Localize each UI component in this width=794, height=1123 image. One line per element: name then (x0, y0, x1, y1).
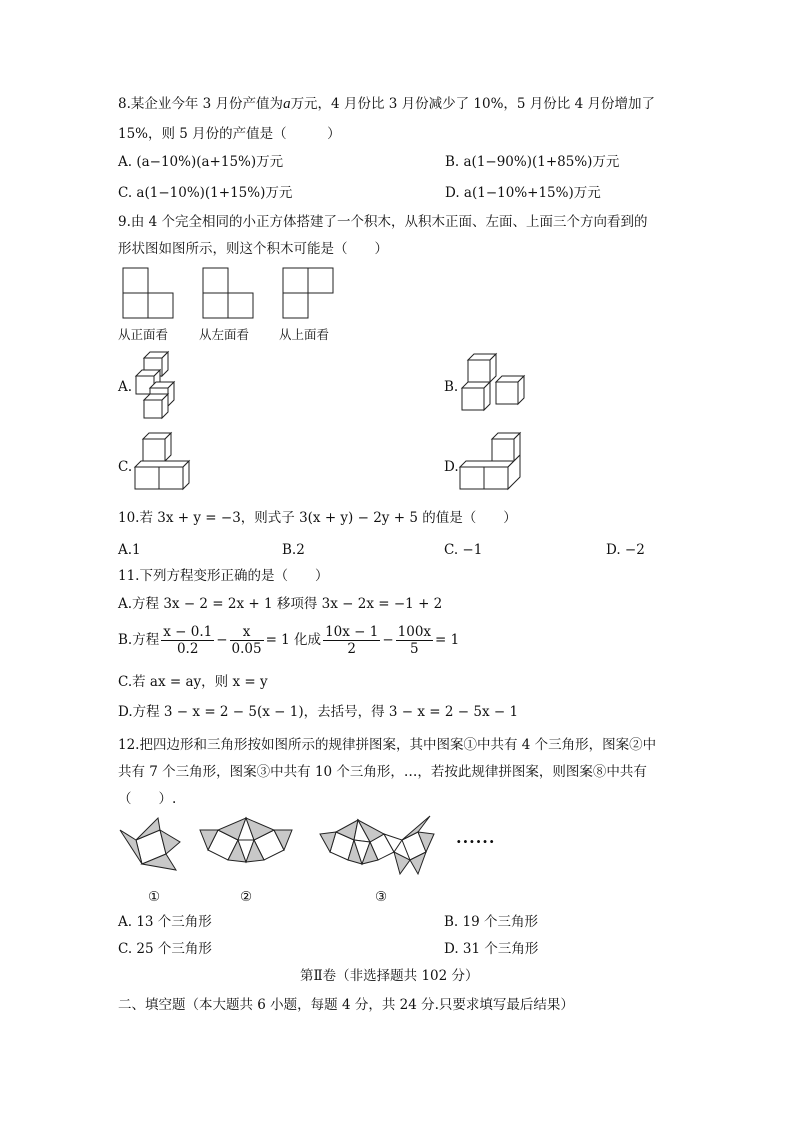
q10-stem: 10.若 3x + y = −3，则式子 3(x + y) − 2y + 5 的值是（ ） (118, 510, 517, 526)
q9-option-c-cubes (133, 433, 197, 497)
fill-in-section-title: 二、填空题（本大题共 6 小题，每题 4 分，共 24 分.只要求填写最后结果） (118, 997, 574, 1013)
q11-fraction-2: $\frac{x}{0.05}$ (231, 624, 262, 657)
q12-option-c: C. 25 个三角形 (118, 941, 212, 957)
q11-option-d: D.方程 3 − x = 2 − 5(x − 1)，去括号，得 3 − x = 2 − 5x − 1 (118, 704, 519, 720)
q10-option-b: B.2 (282, 542, 305, 558)
q9-stem-line2: 形状图如图所示，则这个积木可能是（ ） (118, 241, 388, 257)
q12-option-a: A. 13 个三角形 (118, 914, 212, 930)
pattern-3-figure (318, 816, 438, 878)
top-view-label: 从上面看 (279, 327, 330, 342)
q11-fraction-4: $\frac{100x}{5}$ (397, 624, 432, 657)
q12-stem-line3: （ ）. (118, 791, 177, 807)
left-view-figure (200, 266, 260, 322)
section-2-heading: 第Ⅱ卷（非选择题共 102 分） (300, 968, 479, 984)
q11-fraction-3: $\frac{10x - 1}{2}$ (325, 624, 379, 657)
q10-option-c: C. −1 (444, 542, 483, 558)
front-view-figure (120, 266, 180, 322)
q8-option-d: D. a(1−10%+15%)万元 (445, 185, 601, 201)
q9-option-b-cubes (458, 354, 530, 418)
q9-stem-line1: 9.由 4 个完全相同的小正方体搭建了一个积木，从积木正面、左面、上面三个方向看到的 (118, 214, 648, 230)
q11-option-a: A.方程 3x − 2 = 2x + 1 移项得 3x − 2x = −1 + 2 (118, 596, 443, 612)
pattern-2-figure (198, 818, 294, 874)
q9-option-a: A. (118, 379, 133, 395)
q8-stem-line2: 15%，则 5 月份的产值是（ ） (118, 126, 341, 142)
top-view-figure (280, 266, 340, 322)
q10-option-d: D. −2 (606, 542, 645, 558)
q8-option-a: A. (a−10%)(a+15%)万元 (118, 154, 284, 170)
q11-option-b: B.方程 $\frac{x - 0.1}{0.2}$ − $\frac{x}{0.05}$ = 1 化成 $\frac{10x - 1}{2}$ − $\frac{100x}{5}$ = 1 (118, 624, 460, 657)
q11-stem: 11.下列方程变形正确的是（ ） (118, 568, 329, 584)
left-view-label: 从左面看 (199, 327, 250, 342)
q8-option-b: B. a(1−90%)(1+85%)万元 (445, 154, 620, 170)
q9-option-c: C. (118, 459, 133, 475)
q10-option-a: A.1 (118, 542, 141, 558)
pattern-1-figure (118, 818, 184, 874)
pattern-2-label: ② (240, 889, 253, 905)
continuation-dots: ······ (456, 832, 496, 851)
q12-option-d: D. 31 个三角形 (444, 941, 539, 957)
q8-option-c: C. a(1−10%)(1+15%)万元 (118, 185, 293, 201)
pattern-3-label: ③ (375, 889, 388, 905)
q11-fraction-1: $\frac{x - 0.1}{0.2}$ (163, 624, 213, 657)
q8-stem-line1: 8.某企业今年 3 月份产值为a万元，4 月份比 3 月份减少了 10%，5 月份比 4 月份增加了 (118, 96, 655, 112)
q9-option-d-cubes (458, 433, 530, 497)
q12-stem-line1: 12.把四边形和三角形按如图所示的规律拼图案，其中图案①中共有 4 个三角形，图案②中 (118, 737, 657, 753)
pattern-1-label: ① (148, 889, 161, 905)
q12-option-b: B. 19 个三角形 (444, 914, 538, 930)
q11-option-c: C.若 ax = ay，则 x = y (118, 674, 268, 690)
q9-option-d: D. (444, 459, 459, 475)
front-view-label: 从正面看 (118, 327, 169, 342)
q9-option-b: B. (444, 379, 459, 395)
q9-option-a-cubes (130, 350, 190, 424)
q12-stem-line2: 共有 7 个三角形，图案③中共有 10 个三角形，…，若按此规律拼图案，则图案⑧中共有 (118, 764, 647, 780)
